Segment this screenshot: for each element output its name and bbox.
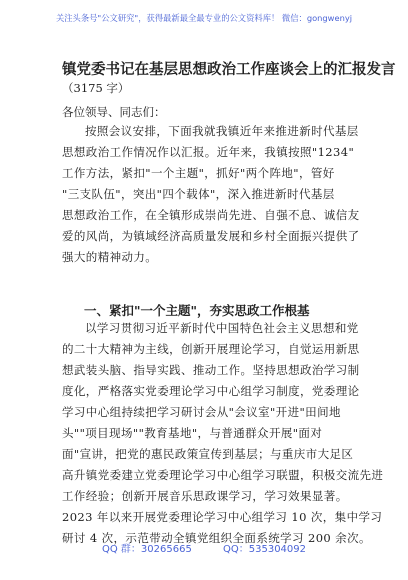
paragraph-line: 工作经验；创新开展音乐思政课学习，学习效果显著。 [62,489,348,503]
paragraph-line: 面"宣讲，把党的惠民政策宣传到基层；与重庆市大足区 [62,447,354,461]
paragraph-line: 2023 年以来开展党委理论学习中心组学习 10 次，集中学习 [62,510,383,524]
paragraph-line: 以学习贯彻习近平新时代中国特色社会主义思想和党 [85,321,359,335]
paragraph-line: 工作方法，紧扣"一个主题"，抓好"两个阵地"，管好 [62,166,335,180]
section1-paragraph [62,318,384,549]
paragraph-line: 按照会议安排，下面我就我镇近年来推进新时代基层 [85,124,359,138]
paragraph-line: 强大的精神动力。 [62,250,158,264]
salutation: 各位领导、同志们： [62,105,166,119]
header-note: 关注头条号"公文研究"，获得最新最全最专业的公文资料库！ 微信：gongwenyj [55,13,353,23]
footer-qq: QQ：535304092 [223,544,307,555]
document-title: 镇党委书记在基层思想政治工作座谈会上的汇报发言 [62,62,396,78]
paragraph-line: "三支队伍"，突出"四个载体"，深入推进新时代基层 [62,187,335,201]
paragraph-line: 研讨 4 次，示范带动全镇党组织全面系统学习 200 余次。 [62,531,371,545]
paragraph-line: 思想政治工作，在全镇形成崇尚先进、自强不息、诚信友 [62,208,360,222]
paragraph-line: 学习中心组持续把学习研讨会从"会议室"开进"田间地 [62,405,341,419]
paragraph-line: 思想政治工作情况作以汇报。近年来，我镇按照"1234" [62,145,355,159]
paragraph-line: 高升镇党委建立党委理论学习中心组学习联盟，积极交流先进 [62,468,384,482]
paragraph-line: 爱的风尚，为镇域经济高质量发展和乡村全面振兴提供了 [62,229,360,243]
word-count: （3175 字） [62,81,130,95]
section-heading: 一、紧扣"一个主题"，夯实思政工作根基 [84,303,310,318]
paragraph-line: 头""项目现场""教育基地"，与普通群众开展"面对 [62,426,323,440]
footer-qq-group: QQ 群：30265665 [101,544,192,555]
intro-paragraph [62,121,360,268]
paragraph-line: 度化，严格落实党委理论学习中心组学习制度，党委理论 [62,384,360,398]
paragraph-line: 的二十大精神为主线，创新开展理论学习，自觉运用新思 [62,342,360,356]
footer-contact [0,540,408,555]
paragraph-line: 想武装头脑、指导实践、推动工作。坚持思想政治学习制 [62,363,360,377]
